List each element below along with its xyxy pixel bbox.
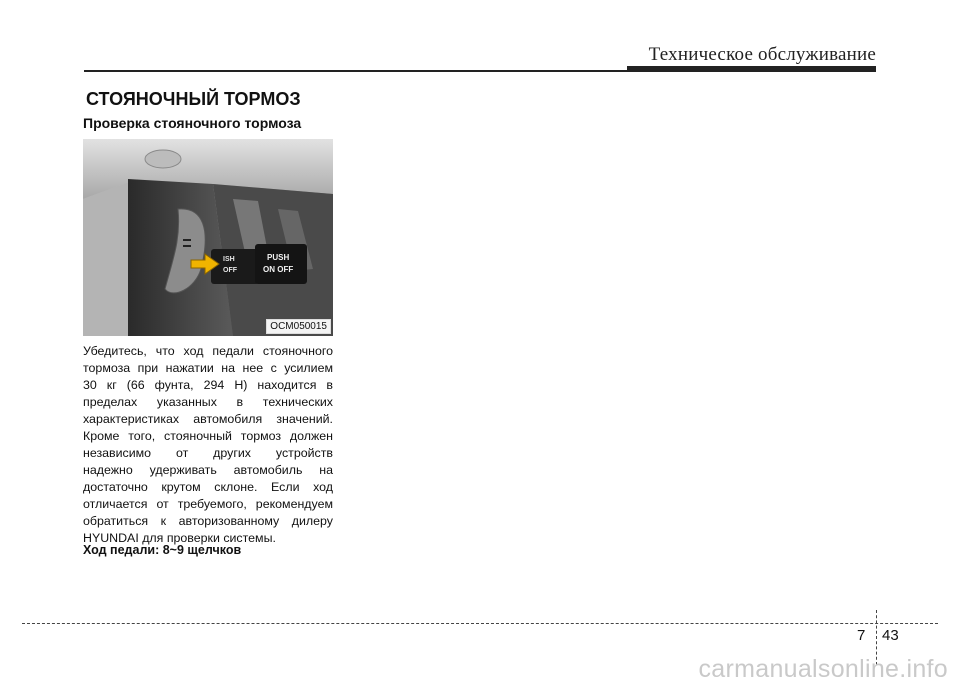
- body-line: тормоза при нажатии на нее с усилием: [83, 361, 333, 375]
- figure-code: OCM050015: [266, 319, 331, 334]
- body-line: характеристиках автомобиля значений.: [83, 412, 333, 426]
- pedal-left-label-2: OFF: [223, 267, 237, 274]
- footer-rule: [22, 623, 938, 624]
- pedal-left-label-1: ISH: [223, 256, 235, 263]
- body-line: HYUNDAI для проверки системы.: [83, 531, 276, 545]
- parking-brake-photo: [83, 139, 333, 336]
- watermark: carmanualsonline.info: [698, 655, 948, 683]
- header-rule-thick: [627, 66, 876, 72]
- body-line: пределах указанных в технических: [83, 395, 333, 409]
- pedal-right-label-2: ON OFF: [263, 265, 294, 274]
- body-line: 30 кг (66 фунта, 294 Н) находится в: [83, 378, 333, 392]
- section-title: СТОЯНОЧНЫЙ ТОРМОЗ: [86, 89, 301, 109]
- header-rule-thin: [84, 70, 627, 72]
- body-line: Убедитесь, что ход педали стояночного: [83, 344, 333, 358]
- body-line: обратиться к авторизованному дилеру: [83, 514, 333, 528]
- body-line: достаточно крутом склоне. Если ход: [83, 480, 333, 494]
- body-line: надежно удерживать автомобиль на: [83, 463, 333, 477]
- subsection-title: Проверка стояночного тормоза: [83, 115, 302, 131]
- body-line: независимо от других устройств: [83, 446, 333, 460]
- page-header-title: Техническое обслуживание: [648, 44, 876, 65]
- body-paragraph: [83, 343, 333, 547]
- body-line: отличается от требуемого, рекомендуем: [83, 497, 333, 511]
- pedal-travel-spec: Ход педали: 8~9 щелчков: [83, 543, 242, 557]
- body-line: Кроме того, стояночный тормоз должен: [83, 429, 333, 443]
- chapter-number: 7: [857, 627, 866, 644]
- pedal-right-label-1: PUSH: [267, 253, 290, 262]
- page-number: 43: [882, 627, 899, 644]
